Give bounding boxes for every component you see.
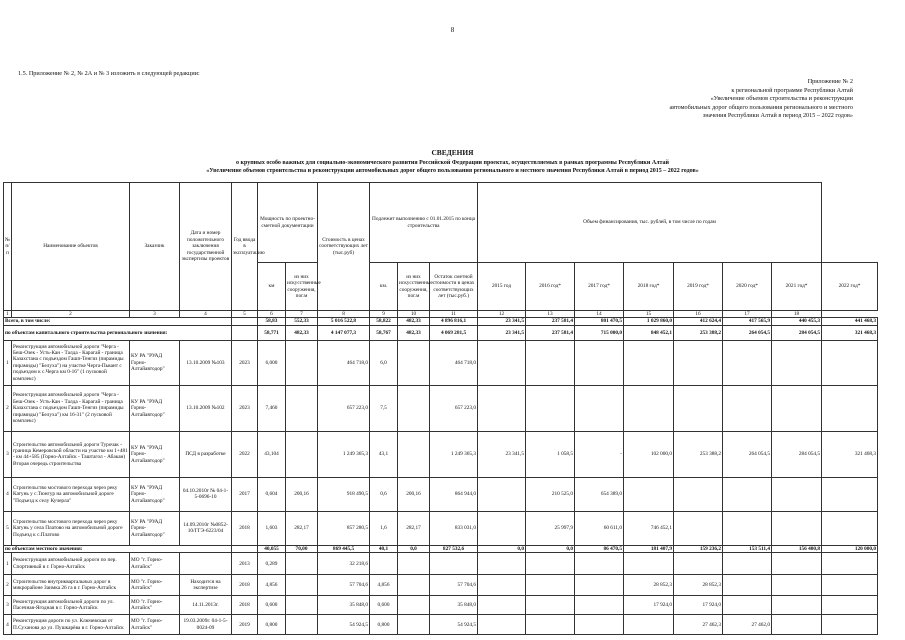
table-cell: 321 468,3 xyxy=(822,325,878,340)
table-cell: по объектам местного значения: xyxy=(4,545,232,552)
page-number: 8 xyxy=(450,26,455,34)
header-cell: 2020 год* xyxy=(723,263,772,311)
table-cell xyxy=(398,431,430,477)
table-cell: Реконструкция автомобильной дороги "Черга - Беш-Озек - Усть-Кан - Талда - Карагай - граница Казахстана с подъездом Гашп-Тенгиз (пирамиды пирамиды) "Белуха") на участке Черга-Пьвант с подъездом к с.Черга км 0-16" (1 пусковой комплекс) xyxy=(12,340,130,385)
table-cell xyxy=(624,340,674,385)
table-cell: 14.09.2010г №0852-10/ГГЭ-6223/04 xyxy=(180,511,232,545)
table-cell xyxy=(624,477,674,511)
table-cell xyxy=(526,340,575,385)
table-cell xyxy=(575,575,624,596)
table-cell: 2013 xyxy=(232,553,258,575)
table-cell: МО "г. Горно-Алтайск" xyxy=(130,596,180,615)
header-cell: 2016 год* xyxy=(526,263,575,311)
table-cell: 3 xyxy=(4,431,12,477)
header-cell: км xyxy=(258,263,286,311)
table-cell: 1 249 365,3 xyxy=(318,431,370,477)
header-cell: 2018 год* xyxy=(624,263,674,311)
table-cell xyxy=(478,340,526,385)
table-cell: 04.10.2010г № 04-1-5-0696-10 xyxy=(180,477,232,511)
table-cell: 5 xyxy=(4,511,12,545)
table-cell: 0,600 xyxy=(370,596,398,615)
table-cell: 6,0 xyxy=(370,340,398,385)
table-cell xyxy=(723,575,772,596)
table-cell xyxy=(398,340,430,385)
project-row xyxy=(4,575,878,596)
table-cell: 43,104 xyxy=(258,431,286,477)
table-cell: 12 xyxy=(478,311,526,318)
table-cell: ПСД в разработке xyxy=(180,431,232,477)
table-cell xyxy=(674,385,723,431)
table-cell: 58,822 xyxy=(370,318,398,325)
table-cell: 13 xyxy=(526,311,575,318)
table-cell: 17 924,0 xyxy=(624,596,674,615)
table-cell: 440 455,3 xyxy=(772,318,822,325)
table-cell: 284 054,5 xyxy=(772,431,822,477)
appendix-line: «Увеличение объемов строительства и реконструкции xyxy=(710,95,853,103)
table-cell: 848 452,1 xyxy=(624,325,674,340)
table-cell: Реконструкция автомобильной дороги по ул. Пасечная-Ягодная в г. Горно-Алтайск xyxy=(12,596,130,615)
table-cell: 14 xyxy=(575,311,624,318)
project-row xyxy=(4,615,878,635)
table-cell: 86 470,5 xyxy=(575,545,624,552)
table-cell xyxy=(478,385,526,431)
table-cell: 5 xyxy=(232,311,258,318)
project-row xyxy=(4,431,878,477)
project-row xyxy=(4,477,878,511)
table-cell: 237 581,4 xyxy=(526,325,575,340)
table-cell: 657 223,0 xyxy=(430,385,478,431)
table-cell: 58,83 xyxy=(258,318,286,325)
table-cell: 27 462,3 xyxy=(674,615,723,635)
table-cell xyxy=(430,553,478,575)
table-cell: 25 997,9 xyxy=(526,511,575,545)
table-cell: 2 xyxy=(12,311,130,318)
header-cell: Остаток сметной стоимости в ценах соответствующих лет (тыс.руб.) xyxy=(430,263,478,311)
table-cell xyxy=(624,615,674,635)
table-cell: 60 611,0 xyxy=(575,511,624,545)
intro-text: 1.5. Приложение № 2, № 2А и № 3 изложить в следующей редакции: xyxy=(18,70,200,77)
table-cell: Находится на экспертизе xyxy=(180,575,232,596)
table-cell: 2018 xyxy=(232,511,258,545)
header-cell: из них искусственные сооружения, пог.м xyxy=(398,263,430,311)
table-cell: МО "г. Горно-Алтайск" xyxy=(130,575,180,596)
table-cell: 1 029 860,0 xyxy=(624,318,674,325)
table-cell: 23 341,5 xyxy=(478,431,526,477)
header-cell: из них искусственные сооружения, пог.м xyxy=(286,263,318,311)
table-cell: 2023 xyxy=(232,340,258,385)
table-cell: 869 445,5 xyxy=(318,545,370,552)
table-cell: 4,856 xyxy=(258,575,286,596)
table-cell: КУ РА "РУАД Горно-Алтайавтодор" xyxy=(130,511,180,545)
table-cell: 0,6 xyxy=(370,477,398,511)
table-cell: 35 848,0 xyxy=(318,596,370,615)
table-cell: по объектам капитального строительства регионального значения: xyxy=(4,325,232,340)
table-cell: 70,00 xyxy=(286,545,318,552)
table-cell: 5 016 522,8 xyxy=(318,318,370,325)
table-cell: 7,460 xyxy=(258,385,286,431)
table-cell xyxy=(286,575,318,596)
table-cell: 3 xyxy=(130,311,180,318)
table-cell: 15 xyxy=(624,311,674,318)
table-cell xyxy=(398,615,430,635)
table-cell xyxy=(822,340,878,385)
table-cell: КУ РА "РУАД Горно-Алтайавтодор" xyxy=(130,340,180,385)
table-cell: 417 565,9 xyxy=(723,318,772,325)
header-cell: 2021 год* xyxy=(772,263,822,311)
table-cell xyxy=(772,340,822,385)
table-cell: Строительство автомобильной дороги Турочак - граница Кемеровской области на участке км 1+481 - км 44+585 (Горно-Алтайск - Таштагол - Абакан) Вторая очередь строительства xyxy=(12,431,130,477)
table-cell xyxy=(286,431,318,477)
table-cell xyxy=(723,511,772,545)
table-cell: 2018 xyxy=(232,596,258,615)
table-cell: 27 462,0 xyxy=(723,615,772,635)
table-cell: - xyxy=(575,431,624,477)
table-cell: 54 924,5 xyxy=(318,615,370,635)
table-cell: 54 924,5 xyxy=(430,615,478,635)
table-cell: МО "г. Горно-Алтайск" xyxy=(130,553,180,575)
table-cell xyxy=(674,553,723,575)
table-cell: 857 280,5 xyxy=(318,511,370,545)
summary-row xyxy=(4,325,878,340)
table-cell: 159 236,2 xyxy=(674,545,723,552)
table-cell xyxy=(286,596,318,615)
table-cell: 412 624,4 xyxy=(674,318,723,325)
table-cell: 4 069 281,5 xyxy=(430,325,478,340)
table-cell: 321 468,3 xyxy=(822,431,878,477)
project-row xyxy=(4,511,878,545)
table-cell xyxy=(723,385,772,431)
table-cell: 8 xyxy=(318,311,370,318)
table-cell: Всего, в том числе: xyxy=(4,318,232,325)
table-cell xyxy=(478,553,526,575)
table-cell xyxy=(723,553,772,575)
table-cell xyxy=(624,553,674,575)
table-cell: 464 718,0 xyxy=(318,340,370,385)
table-cell: 200,16 xyxy=(286,477,318,511)
header-cell: Заказчик xyxy=(130,183,180,311)
appendix-line: к региональной программе Республики Алтай xyxy=(731,86,853,94)
table-cell: 40,1 xyxy=(370,545,398,552)
project-row xyxy=(4,340,878,385)
table-cell xyxy=(478,477,526,511)
header-cell: Мощность по проектно-сметной документации xyxy=(258,183,318,263)
table-cell xyxy=(575,553,624,575)
table-cell: Реконструкция автомобильной дороги "Черга - Беш-Озек - Усть-Кан - Талда - Карагай - граница Казахстана с подъездом Гашп-Тенгиз (пирамиды пирамиды) "Белуха") км 16-31" (2 пусковой комплекс) xyxy=(12,385,130,431)
table-cell xyxy=(723,596,772,615)
table-cell: 715 000,0 xyxy=(575,325,624,340)
table-cell: Строительство мостового перехода через реку Катунь у села Платово на автомобильной дороге Подъезд к с.Платово xyxy=(12,511,130,545)
table-cell: 6 xyxy=(258,311,286,318)
table-cell xyxy=(286,615,318,635)
table-cell: 4 896 816,1 xyxy=(430,318,478,325)
table-cell: 4 147 077,3 xyxy=(318,325,370,340)
header-cell: Стоимость в ценах соответствующих лет (тыс.руб) xyxy=(318,183,370,311)
table-cell: КУ РА "РУАД Горно-Алтайавтодор" xyxy=(130,385,180,431)
header-cell: км. xyxy=(370,263,398,311)
table-cell xyxy=(526,596,575,615)
table-cell: 1,6 xyxy=(370,511,398,545)
table-cell xyxy=(822,596,878,615)
table-cell: 2 xyxy=(4,385,12,431)
table-cell xyxy=(370,553,398,575)
table-cell: 43,1 xyxy=(370,431,398,477)
project-row xyxy=(4,385,878,431)
table-cell: МО "г. Горно-Алтайск" xyxy=(130,615,180,635)
table-cell xyxy=(286,340,318,385)
table-cell: 654 389,0 xyxy=(575,477,624,511)
header-cell: Наименование объектов xyxy=(12,183,130,311)
table-cell: 18 xyxy=(772,311,822,318)
table-cell: 1 249 365,3 xyxy=(430,431,478,477)
table-cell: 441 468,3 xyxy=(822,318,878,325)
header-cell: 2022 год* xyxy=(822,263,878,311)
table-cell: 0,0 xyxy=(478,545,526,552)
table-cell xyxy=(575,596,624,615)
table-cell: Реконструкция автомобильной дороги по пер. Спортивный в г. Горно-Алтайск xyxy=(12,553,130,575)
table-cell: 464 718,0 xyxy=(430,340,478,385)
table-cell: 2023 xyxy=(232,385,258,431)
table-cell xyxy=(180,553,232,575)
table-cell: 23 341,5 xyxy=(478,318,526,325)
table-cell xyxy=(822,575,878,596)
table-header-row xyxy=(4,183,878,263)
appendix-header xyxy=(493,78,853,121)
table-cell xyxy=(772,575,822,596)
appendix-line: Приложение № 2 xyxy=(807,78,853,85)
table-cell: 0,800 xyxy=(370,615,398,635)
table-body xyxy=(4,183,878,635)
project-row xyxy=(4,553,878,575)
appendix-line: автомобильных дорог общего пользования регионального и местного xyxy=(669,103,853,111)
table-cell: 14.11.2013г. xyxy=(180,596,232,615)
table-cell: 16 xyxy=(674,311,723,318)
table-cell: 32 218,6 xyxy=(318,553,370,575)
table-cell: 1 058,5 xyxy=(526,431,575,477)
table-cell xyxy=(575,340,624,385)
table-cell: 253 388,2 xyxy=(674,431,723,477)
table-cell: 864 944,0 xyxy=(430,477,478,511)
table-cell: 0,289 xyxy=(258,553,286,575)
table-cell: 2019 xyxy=(232,615,258,635)
table-cell: Реконструкция дороги по ул. Ключевская от П.Суханова до ул. Пушкарёва в г. Горно-Алтайск xyxy=(12,615,130,635)
table-cell xyxy=(822,477,878,511)
table-cell: 35 848,0 xyxy=(430,596,478,615)
table-cell: 153 511,4 xyxy=(723,545,772,552)
table-cell xyxy=(398,575,430,596)
table-cell xyxy=(232,325,258,340)
table-cell: 1 xyxy=(4,311,12,318)
header-cell: Год ввода в эксплуатацию xyxy=(232,183,258,311)
table-cell xyxy=(772,553,822,575)
document-subtitle: «Увеличение объемов строительства и реконструкции автомобильных дорог общего пользования регионального и местного значения Республики Алтай в период 2015 – 2022 годов» xyxy=(206,168,699,174)
table-cell: 4,856 xyxy=(370,575,398,596)
table-cell: 746 452,1 xyxy=(624,511,674,545)
table-cell xyxy=(286,553,318,575)
header-cell: Объем финансирования, тыс. рублей, в том числе по годам xyxy=(478,183,822,263)
table-cell: 17 924,0 xyxy=(674,596,723,615)
table-cell xyxy=(478,596,526,615)
table-cell xyxy=(674,511,723,545)
table-cell: 28 852,3 xyxy=(624,575,674,596)
table-cell xyxy=(772,615,822,635)
table-cell: 552,33 xyxy=(286,318,318,325)
table-cell xyxy=(624,385,674,431)
table-cell xyxy=(398,596,430,615)
table-cell: 10 xyxy=(398,311,430,318)
table-cell: 482,33 xyxy=(398,318,430,325)
table-cell: 200,16 xyxy=(398,477,430,511)
header-cell: Дата и номер положительного заключения государственной экспертизы проектов xyxy=(180,183,232,311)
table-cell: 3 xyxy=(4,596,12,615)
column-number-row xyxy=(4,311,878,318)
table-cell: 282,17 xyxy=(398,511,430,545)
table-cell: 918 490,5 xyxy=(318,477,370,511)
table-cell: 0,600 xyxy=(258,596,286,615)
summary-row xyxy=(4,545,878,552)
table-cell xyxy=(232,318,258,325)
table-cell: 57 704,6 xyxy=(430,575,478,596)
table-cell: 2022 xyxy=(232,431,258,477)
table-cell: 1 xyxy=(4,340,12,385)
table-cell: 156 400,8 xyxy=(772,545,822,552)
table-cell xyxy=(478,511,526,545)
table-cell: КУ РА "РУАД Горно-Алтайавтодор" xyxy=(130,431,180,477)
table-cell xyxy=(822,553,878,575)
table-cell xyxy=(772,385,822,431)
table-cell: 2018 xyxy=(232,575,258,596)
table-cell xyxy=(772,511,822,545)
table-cell: 13.10.2009 №102 xyxy=(180,385,232,431)
table-cell: 11 xyxy=(430,311,478,318)
table-cell: 120 000,0 xyxy=(822,545,878,552)
header-cell: 2015 год xyxy=(478,263,526,311)
table-cell xyxy=(478,575,526,596)
table-cell: КУ РА "РУАД Горно-Алтайавтодор" xyxy=(130,477,180,511)
table-cell: 17 xyxy=(723,311,772,318)
table-cell: 23 341,5 xyxy=(478,325,526,340)
table-cell: 6,000 xyxy=(258,340,286,385)
project-row xyxy=(4,596,878,615)
table-cell: 264 054,5 xyxy=(723,325,772,340)
table-cell: 210 525,0 xyxy=(526,477,575,511)
table-cell xyxy=(478,615,526,635)
table-cell xyxy=(398,385,430,431)
table-cell xyxy=(398,553,430,575)
table-cell: 58,771 xyxy=(258,325,286,340)
table-cell: 181 407,9 xyxy=(624,545,674,552)
table-cell: 801 470,5 xyxy=(575,318,624,325)
table-cell: Строительство мостового перехода через реку Катунь у с.Тюнгур на автомобильной дороге "Подъезд к селу Кучерла" xyxy=(12,477,130,511)
table-cell: 19.03.2009г. 04-1-5-0024-09 xyxy=(180,615,232,635)
table-cell: 827 532,6 xyxy=(430,545,478,552)
header-cell: № п/п xyxy=(4,183,12,311)
table-cell: 2017 xyxy=(232,477,258,511)
table-cell xyxy=(822,511,878,545)
table-cell: 57 704,6 xyxy=(318,575,370,596)
table-cell: 1,603 xyxy=(258,511,286,545)
table-cell: 264 054,5 xyxy=(723,431,772,477)
table-cell: 482,33 xyxy=(398,325,430,340)
table-cell xyxy=(822,385,878,431)
table-cell: 40,055 xyxy=(258,545,286,552)
table-cell: 284 054,5 xyxy=(772,325,822,340)
summary-row xyxy=(4,318,878,325)
table-cell: 58,767 xyxy=(370,325,398,340)
table-cell: 9 xyxy=(370,311,398,318)
table-cell: 13.10.2009 №103 xyxy=(180,340,232,385)
table-cell: 253 388,2 xyxy=(674,325,723,340)
table-cell: 2 xyxy=(4,575,12,596)
table-cell: 102 000,0 xyxy=(624,431,674,477)
table-cell: 4 xyxy=(180,311,232,318)
table-cell: 657 223,0 xyxy=(318,385,370,431)
document-subtitle: о крупных особо важных для социально-экономического развития Российской Федерации проектах, осуществляемых в рамках программы Республики Алтай xyxy=(236,160,669,166)
header-cell: 2017 год* xyxy=(575,263,624,311)
table-cell xyxy=(772,477,822,511)
table-cell: 482,33 xyxy=(286,325,318,340)
table-cell xyxy=(526,553,575,575)
header-cell: Подлежит выполнению с 01.01.2015 по конца строительства xyxy=(370,183,478,263)
table-cell xyxy=(526,385,575,431)
projects-table xyxy=(3,182,878,635)
table-cell: Строительство внутриквартальных дорог в микрорайоне Заимка 26 га в г. Горно-Алтайск xyxy=(12,575,130,596)
table-cell xyxy=(575,615,624,635)
table-cell: 282,17 xyxy=(286,511,318,545)
table-cell xyxy=(674,477,723,511)
table-cell: 28 852,3 xyxy=(674,575,723,596)
table-cell: 0,604 xyxy=(258,477,286,511)
table-cell: 0,800 xyxy=(258,615,286,635)
table-cell: 7 xyxy=(286,311,318,318)
table-cell: 1 xyxy=(4,553,12,575)
table-cell xyxy=(723,477,772,511)
table-cell xyxy=(723,340,772,385)
table-cell: 833 031,0 xyxy=(430,511,478,545)
table-cell xyxy=(526,615,575,635)
appendix-line: значения Республики Алтай в период 2015 – 2022 годов» xyxy=(702,112,853,120)
document-title: СВЕДЕНИЯ xyxy=(431,148,474,157)
table-cell xyxy=(575,385,624,431)
table-cell: 4 xyxy=(4,477,12,511)
table-cell xyxy=(526,575,575,596)
table-cell: 4 xyxy=(4,615,12,635)
table-cell: 0,0 xyxy=(526,545,575,552)
table-cell: 237 581,4 xyxy=(526,318,575,325)
table-cell xyxy=(822,615,878,635)
table-cell xyxy=(674,340,723,385)
header-cell: 2019 год* xyxy=(674,263,723,311)
table-cell: 7,5 xyxy=(370,385,398,431)
table-cell xyxy=(286,385,318,431)
table-cell xyxy=(772,596,822,615)
table-cell: 0,0 xyxy=(398,545,430,552)
table-cell xyxy=(232,545,258,552)
